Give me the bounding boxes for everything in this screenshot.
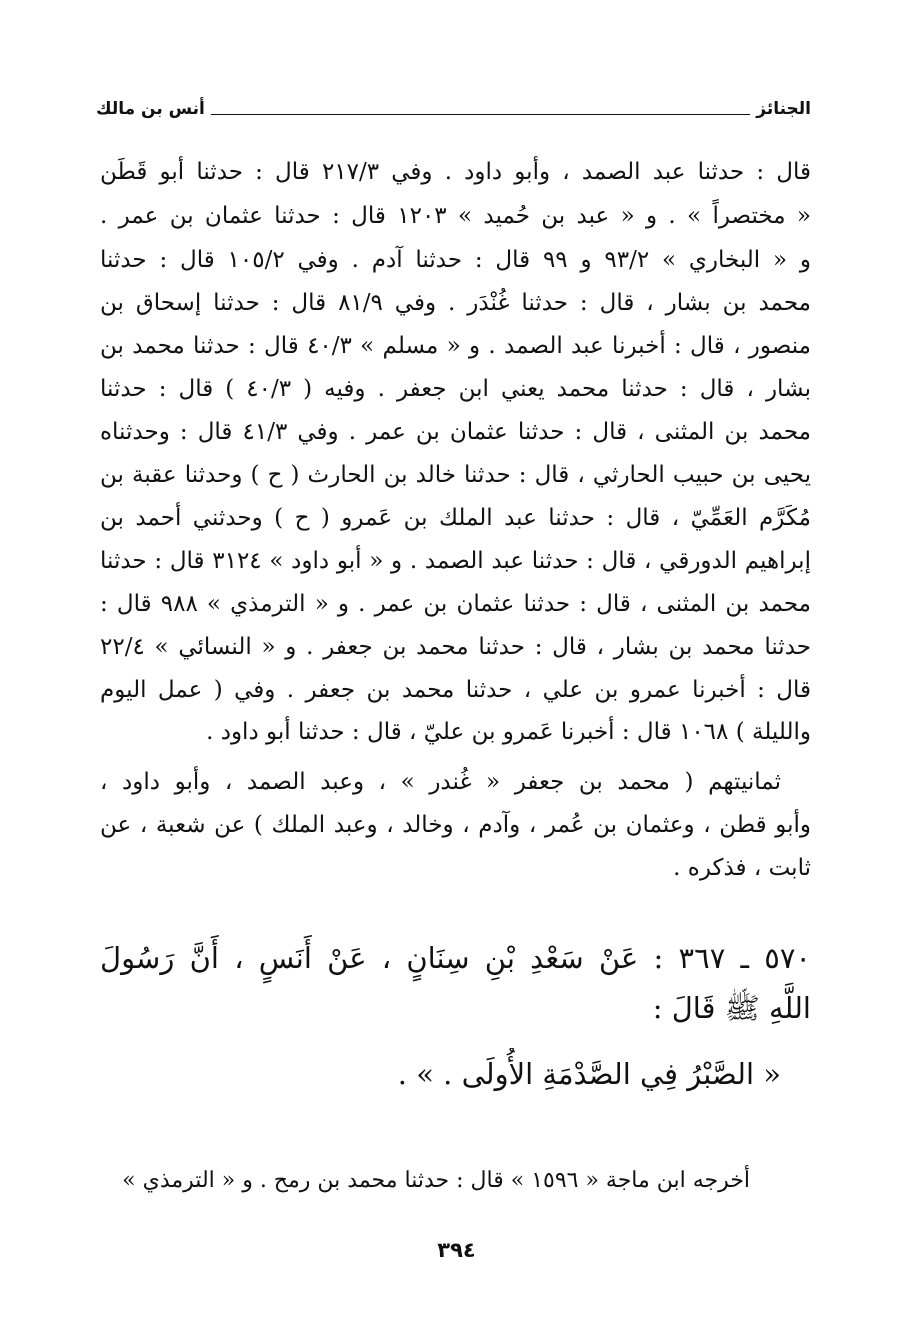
footnote: أخرجه ابن ماجة « ١٥٩٦ » قال : حدثنا محمد بن رمح . و « الترمذي » — [122, 1168, 750, 1193]
body-line: مُكَرَّم العَمِّيّ ، قال : حدثنا عبد الملك بن عَمرو ( ح ) وحدثني أحمد بن — [100, 505, 811, 531]
body-line: محمد بن المثنى ، قال : حدثنا عثمان بن عمر . و « الترمذي » ٩٨٨ قال : — [100, 591, 811, 617]
hadith-heading-line: اللَّهِ ﷺ قَالَ : — [652, 991, 811, 1025]
body-line: محمد بن بشار ، قال : حدثنا غُنْدَر . وفي ٨١/٩ قال : حدثنا إسحاق بن — [100, 290, 811, 316]
book-title: أنس بن مالك — [96, 99, 205, 119]
header-rule — [211, 114, 750, 115]
body-line: حدثنا محمد بن بشار ، قال : حدثنا محمد بن جعفر . و « النسائي » ٢٢/٤ — [100, 634, 811, 660]
body-line: والليلة ) ١٠٦٨ قال : أخبرنا عَمرو بن عليّ ، قال : حدثنا أبو داود . — [206, 719, 811, 745]
body-line: منصور ، قال : أخبرنا عبد الصمد . و « مسلم » ٤٠/٣ قال : حدثنا محمد بن — [100, 333, 811, 359]
body-line: و « البخاري » ٩٣/٢ و ٩٩ قال : حدثنا آدم . وفي ١٠٥/٢ قال : حدثنا — [100, 247, 811, 273]
body-line: محمد بن المثنى ، قال : حدثنا عثمان بن عمر . وفي ٤١/٣ قال : وحدثناه — [100, 419, 811, 445]
body-line: بشار ، قال : حدثنا محمد يعني ابن جعفر . وفيه ( ٤٠/٣ ) قال : حدثنا — [100, 376, 811, 402]
running-header — [96, 92, 811, 126]
hadith-text: « الصَّبْرُ فِي الصَّدْمَةِ الأُولَى . » . — [397, 1057, 781, 1091]
summary-line: وأبو قطن ، وعثمان بن عُمر ، وآدم ، وخالد ، وعبد الملك ) عن شعبة ، عن — [100, 812, 811, 838]
body-line: يحيى بن حبيب الحارثي ، قال : حدثنا خالد بن الحارث ( ح ) وحدثنا عقبة بن — [100, 462, 811, 488]
hadith-heading-line: ٥٧٠ ـ ٣٦٧ : عَنْ سَعْدِ بْنِ سِنَانٍ ، عَنْ أَنَسٍ ، أَنَّ رَسُولَ — [100, 941, 811, 975]
summary-line: ثمانيتهم ( محمد بن جعفر « غُندر » ، وعبد الصمد ، وأبو داود ، — [100, 769, 781, 795]
summary-line: ثابت ، فذكره . — [673, 855, 811, 881]
chapter-title: الجنائز — [756, 99, 811, 119]
body-line: « مختصراً » . و « عبد بن حُميد » ١٢٠٣ قال : حدثنا عثمان بن عمر . — [100, 203, 811, 229]
body-line: إبراهيم الدورقي ، قال : حدثنا عبد الصمد . و « أبو داود » ٣١٢٤ قال : حدثنا — [100, 548, 811, 574]
body-line: قال : حدثنا عبد الصمد ، وأبو داود . وفي ٢١٧/٣ قال : حدثنا أبو قَطَن — [100, 159, 811, 185]
body-line: قال : أخبرنا عمرو بن علي ، حدثنا محمد بن جعفر . وفي ( عمل اليوم — [100, 677, 811, 703]
page-number: ٣٩٤ — [437, 1238, 476, 1262]
